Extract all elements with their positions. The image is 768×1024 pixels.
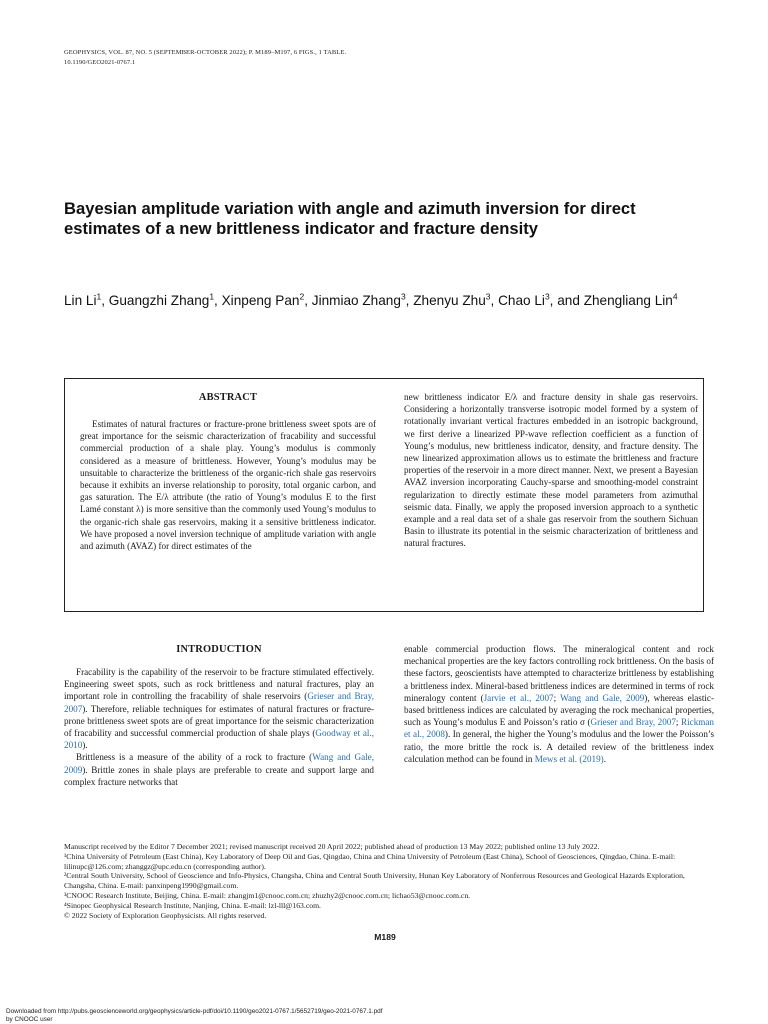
author-name: Zhenyu Zhu [413,293,486,308]
download-user: by CNOOC user [6,1015,53,1023]
intro-paragraph-1: Fracability is the capability of the reservoir to be fracture stimulated effectively. Engineering sweet spots, such as rock brittleness and natural fractures, play an important role in controlling the fracability of shale reservoirs (Grieser and Bray, 2007). Therefore, reliable techniques for estimates of natural fractures or fracture-prone brittleness sweet spots are of great importance for the seismic characterization of fracability and successful commercial production of shale plays (Goodway et al., 2010). [64,667,374,751]
intro-paragraph-2: Brittleness is a measure of the ability of a rock to fracture (Wang and Gale, 2009). Brittle zones in shale plays are preferable to create and support large and complex fracture networks that [64,752,374,787]
author-name: Jinmiao Zhang [311,293,401,308]
abstract-right-column [404,391,698,550]
citation-link[interactable]: Grieser and Bray, 2007 [590,717,676,728]
introduction-heading: INTRODUCTION [176,644,262,655]
citation-link[interactable]: Goodway et al., 2010 [64,728,374,751]
affiliation-marker: 4 [672,291,678,302]
journal-header [64,48,346,67]
article-title: Bayesian amplitude variation with angle and azimuth inversion for direct estimates of a new brittleness indicator and fracture density [64,199,636,238]
footnote-affiliation-2: ²Central South University, School of Geoscience and Info-Physics, Changsha, China and Central South University, Hunan Key Laboratory of Nonferrous Resources and Geological Hazards Exploration, Changsha, China. E-mail: panxinpeng1990@gmail.com. [64,871,685,891]
journal-citation: GEOPHYSICS, VOL. 87, NO. 5 (SEPTEMBER-OCTOBER 2022); P. M189–M197, 6 FIGS., 1 TABLE. [64,49,347,56]
author-name: Zhengliang Lin [583,293,673,308]
footnote-affiliation-3: ³CNOOC Research Institute, Beijing, China. E-mail: zhangjm1@cnooc.com.cn; zhuzhy2@cnooc.com.cn; lichao53@cnooc.com.cn. [64,890,471,900]
footnote-copyright: © 2022 Society of Exploration Geophysicists. All rights reserved. [64,910,267,920]
abstract-text-right: new brittleness indicator E/λ and fracture density in shale gas reservoirs. Considering a horizontally transverse isotropic model formed by a system of rotationally invariant vertical fractures embedded in an isotropic background, we first derive a linearized PP-wave reflection coefficient as a function of Young’s modulus, new brittleness indicator, density, and fracture density. The new linearized approximation allows us to estimate the brittleness and fracture properties of the reservoir in a more direct manner. Next, we present a Bayesian AVAZ inversion incorporating Cauchy-sparse and smoothing-model constraint regularization to directly estimate these model parameters from azimuthal seismic data. Finally, we apply the proposed inversion approach to a synthetic example and a real data set of a shale gas reservoir from the southern Sichuan Basin to illustrate its potential in the seismic characterization of brittleness and natural fractures. [404,392,698,549]
affiliation-marker: 1 [209,291,215,302]
abstract-heading: ABSTRACT [198,392,258,403]
affiliation-marker: 3 [485,291,491,302]
download-url[interactable]: Downloaded from http://pubs.geoscienceworld.org/geophysics/article-pdf/doi/10.1190/geo2021-0767.1/5652719/geo-2021-0767.1.pdf [6,1008,383,1015]
author-name: Guangzhi Zhang [108,293,210,308]
download-notice [6,1008,382,1023]
affiliation-marker: 2 [299,291,305,302]
footnote-affiliation-4: ⁴Sinopec Geophysical Research Institute, Nanjing, China. E-mail: lzl-lll@163.com. [64,900,321,910]
author-name: Xinpeng Pan [221,293,300,308]
page-number: M189 [374,932,396,942]
footnotes [64,842,714,920]
affiliation-marker: 3 [400,291,406,302]
citation-link[interactable]: Rickman et al., 2008 [404,717,714,740]
abstract-text-left: Estimates of natural fractures or fracture-prone brittleness sweet spots are of great importance for the seismic characterization of fracability and successful commercial production of a shale play. Young’s modulus is commonly considered as a measure of brittleness. However, Young’s modulus may be unsuitable to characterize the brittleness of the organic-rich shale gas reservoirs because it exhibits an inverse relationship to porosity, total organic carbon, and gas saturation. The E/λ attribute (the ratio of Young’s modulus E to the first Lamé constant λ) is more sensitive than the commonly used Young’s modulus to the organic-rich shale gas reservoirs, making it a sensitive brittleness indicator. We have proposed a novel inversion technique of amplitude variation with angle and azimuth (AVAZ) for direct estimates of the [80,419,376,552]
footnote-affiliation-1: ¹China University of Petroleum (East China), Key Laboratory of Deep Oil and Gas, Qingdao, China and China University of Petroleum (East China), School of Geosciences, Qingdao, China. E-mail: lilinupc@126.com; zhanggz@upc.edu.cn (corresponding author). [64,851,676,871]
intro-paragraph-3: enable commercial production flows. The mineralogical content and rock mechanical properties are the key factors controlling rock brittleness. On the basis of these factors, geoscientists have attempted to characterize brittleness by establishing a brittleness index. Mineral-based brittleness indices are determined in terms of rock mineralogy content (Jarvie et al., 2007; Wang and Gale, 2009), whereas elastic-based brittleness indices are calculated by averaging the rock mechanical properties, such as Young’s modulus E and Poisson’s ratio σ (Grieser and Bray, 2007; Rickman et al., 2008). In general, the higher the Young’s modulus and the lower the Poisson’s ratio, the more brittle the rock is. A detailed review of the brittleness index calculation method can be found in Mews et al. (2019). [404,644,715,764]
body-left-column [64,643,374,788]
citation-link[interactable]: Wang and Gale, 2009 [560,692,645,703]
body-right-column [404,643,714,765]
footnote-manuscript: Manuscript received by the Editor 7 December 2021; revised manuscript received 20 April 2022; published ahead of production 13 May 2022; published online 13 July 2022. [64,842,600,851]
author-list: Lin Li$^1$, Guangzhi Zhang$^1$, Xinpeng Pan$^2$, Jinmiao Zhang$^3$, Zhenyu Zhu$^3$, Chao Li$^3$, and Zhengliang Lin$^4$ [64,291,678,308]
abstract-left-column [80,391,376,552]
author-name: Lin Li [64,293,97,308]
citation-link[interactable]: Wang and Gale, 2009 [64,752,374,775]
affiliation-marker: 1 [96,291,102,302]
citation-link[interactable]: Jarvie et al., 2007 [483,692,554,703]
affiliation-marker: 3 [544,291,550,302]
author-name: Chao Li [498,293,545,308]
citation-link[interactable]: Grieser and Bray, 2007 [64,691,374,714]
doi-line: 10.1190/GEO2021-0767.1 [64,58,136,66]
citation-link[interactable]: Mews et al. (2019) [534,753,604,764]
